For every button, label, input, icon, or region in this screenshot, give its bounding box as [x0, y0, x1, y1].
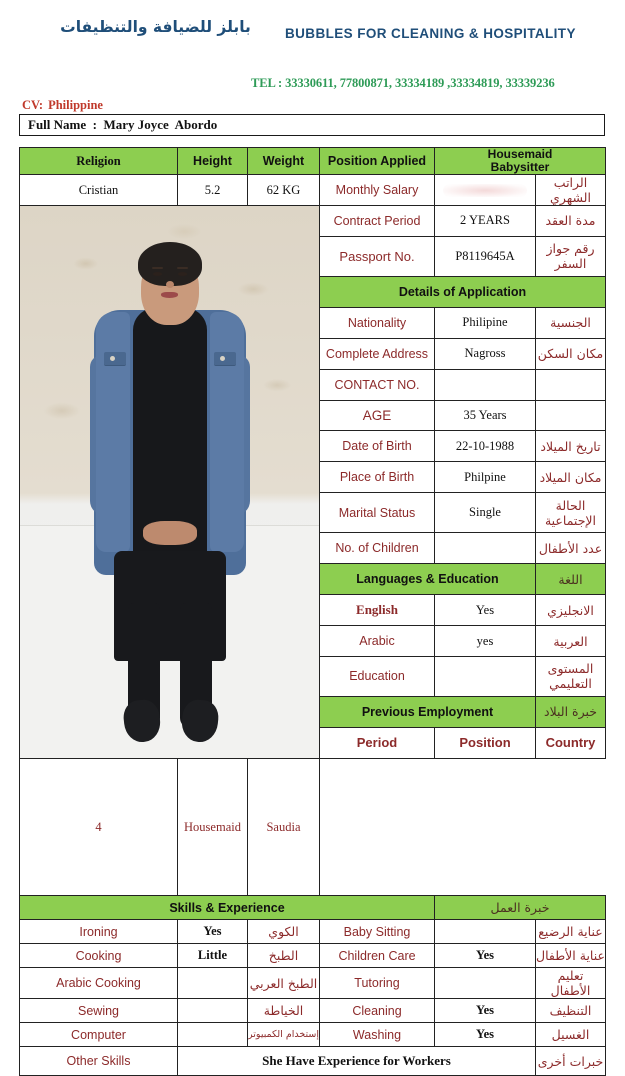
label-contract-period: Contract Period: [320, 206, 435, 237]
header-position-applied: Position Applied: [320, 148, 435, 175]
skill-arabic-cooking: الطبخ: [248, 944, 320, 968]
skill-arabic-sewing: الخياطة: [248, 999, 320, 1023]
position-value-line1: Housemaid: [487, 147, 553, 161]
header-religion: Religion: [20, 148, 178, 175]
skill-label-tutoring: Tutoring: [320, 968, 435, 999]
label-no-of-children: No. of Children: [320, 533, 435, 564]
skill-value-other: She Have Experience for Workers: [178, 1047, 536, 1076]
value-place-of-birth: Philpine: [435, 462, 536, 493]
value-position: Housemaid: [178, 759, 248, 896]
value-height: 5.2: [178, 175, 248, 206]
arabic-contract-period: مدة العقد: [536, 206, 606, 237]
photo-hair: [138, 242, 202, 286]
value-nationality: Philipine: [435, 307, 536, 338]
table-row-skill-cooking: [20, 944, 606, 968]
value-contact-no: [435, 369, 536, 400]
label-age: AGE: [320, 400, 435, 431]
arabic-age: [536, 400, 606, 431]
label-marital-status: Marital Status: [320, 493, 435, 533]
value-religion: Cristian: [20, 175, 178, 206]
skill-arabic-children-care: عناية الأطفال: [536, 944, 606, 968]
skill-value-arabic-cooking: [178, 968, 248, 999]
photo-pocket-left: [104, 352, 126, 366]
cv-sheet: [19, 147, 605, 1076]
photo-foot-right: [179, 698, 219, 744]
label-contact-no: CONTACT NO.: [320, 369, 435, 400]
skill-arabic-washing: الغسيل: [536, 1023, 606, 1047]
skill-label-washing: Washing: [320, 1023, 435, 1047]
value-passport-no: P8119645A: [435, 236, 536, 276]
skill-arabic-arabic-cooking: الطبخ العربي: [248, 968, 320, 999]
section-title-employment: Previous Employment: [320, 696, 536, 727]
photo-mouth: [161, 292, 178, 298]
skill-value-sewing: [178, 999, 248, 1023]
photo-foot-left: [121, 698, 161, 744]
skill-label-other: Other Skills: [20, 1047, 178, 1076]
value-contract-period: 2 YEARS: [435, 206, 536, 237]
value-complete-address: Nagross: [435, 338, 536, 369]
table-row-contract-period: [20, 206, 606, 237]
photo-pocket-right: [214, 352, 236, 366]
photo-frame: [20, 206, 319, 758]
photo-eye-right: [178, 272, 187, 276]
label-place-of-birth: Place of Birth: [320, 462, 435, 493]
label-date-of-birth: Date of Birth: [320, 431, 435, 462]
value-marital-status: Single: [435, 493, 536, 533]
document-header: [0, 0, 625, 92]
position-value-line2: Babysitter: [490, 160, 550, 174]
section-title-skills: Skills & Experience: [20, 896, 435, 920]
section-arabic-employment: خبرة البلاد: [536, 696, 606, 727]
section-arabic-skills: خبرة العمل: [435, 896, 606, 920]
skill-arabic-ironing: الكوي: [248, 920, 320, 944]
arabic-contact-no: [536, 369, 606, 400]
company-logo-arabic: بابلز للضيافة والتنظيفات: [60, 18, 251, 36]
company-name-english: BUBBLES FOR CLEANING & HOSPITALITY: [285, 26, 576, 41]
header-height: Height: [178, 148, 248, 175]
value-education: [435, 656, 536, 696]
table-row-skill-sewing: [20, 999, 606, 1023]
table-row-employment-entry: [20, 759, 606, 896]
skill-arabic-computer: إستخدام الكمبيوتر: [248, 1023, 320, 1047]
label-complete-address: Complete Address: [320, 338, 435, 369]
skill-arabic-tutoring: تعليم الأطفال: [536, 968, 606, 999]
skill-value-tutoring: [435, 968, 536, 999]
arabic-arabic: العربية: [536, 626, 606, 657]
table-row-skill-ironing: [20, 920, 606, 944]
skill-value-ironing: Yes: [178, 920, 248, 944]
section-title-details: Details of Application: [320, 276, 606, 307]
value-arabic: yes: [435, 626, 536, 657]
cv-key: CV:: [22, 98, 44, 112]
arabic-date-of-birth: تاريخ الميلاد: [536, 431, 606, 462]
label-arabic: Arabic: [320, 626, 435, 657]
arabic-english: الانجليزي: [536, 595, 606, 626]
skill-arabic-cleaning: التنظيف: [536, 999, 606, 1023]
photo-hands: [143, 521, 197, 545]
skill-value-cooking: Little: [178, 944, 248, 968]
skill-value-washing: Yes: [435, 1023, 536, 1047]
skill-value-cleaning: Yes: [435, 999, 536, 1023]
skill-value-children-care: Yes: [435, 944, 536, 968]
value-english: Yes: [435, 595, 536, 626]
photo-lapel-left: [96, 312, 130, 552]
skill-value-baby-sitting: [435, 920, 536, 944]
photo-person: [20, 206, 319, 758]
full-name-text: Full Name : Mary Joyce Abordo: [28, 117, 218, 132]
arabic-place-of-birth: مكان الميلاد: [536, 462, 606, 493]
skill-label-computer: Computer: [20, 1023, 178, 1047]
skill-label-sewing: Sewing: [20, 999, 178, 1023]
value-country: Saudia: [248, 759, 320, 896]
label-nationality: Nationality: [320, 307, 435, 338]
value-monthly-salary: [435, 175, 536, 206]
value-date-of-birth: 22-10-1988: [435, 431, 536, 462]
arabic-nationality: الجنسية: [536, 307, 606, 338]
skill-label-baby-sitting: Baby Sitting: [320, 920, 435, 944]
header-weight: Weight: [248, 148, 320, 175]
table-row-bio-headers: [20, 148, 606, 175]
full-name-box: [19, 114, 605, 136]
cv-nationality-label: [22, 98, 103, 113]
skill-label-cooking: Cooking: [20, 944, 178, 968]
arabic-complete-address: مكان السكن: [536, 338, 606, 369]
cv-value: Philippine: [48, 98, 103, 112]
table-row-skills-title: [20, 896, 606, 920]
position-applied-value: [435, 148, 606, 175]
value-period: 4: [20, 759, 178, 896]
label-education: Education: [320, 656, 435, 696]
label-english: English: [320, 595, 435, 626]
photo-button-right: [220, 356, 225, 361]
arabic-monthly-salary: الراتب الشهري: [536, 175, 606, 206]
photo-lapel-right: [210, 312, 244, 552]
value-age: 35 Years: [435, 400, 536, 431]
header-position: Position: [435, 727, 536, 758]
table-row-other-skills: [20, 1047, 606, 1076]
skill-label-children-care: Children Care: [320, 944, 435, 968]
photo-button-left: [110, 356, 115, 361]
skill-value-computer: [178, 1023, 248, 1047]
arabic-marital-status: الحالة الإجتماعية: [536, 493, 606, 533]
header-country: Country: [536, 727, 606, 758]
table-row-skill-arabic-cooking: [20, 968, 606, 999]
arabic-no-of-children: عدد الأطفال: [536, 533, 606, 564]
skill-label-ironing: Ironing: [20, 920, 178, 944]
photo-nose: [166, 281, 174, 288]
label-monthly-salary: Monthly Salary: [320, 175, 435, 206]
table-row-skill-computer: [20, 1023, 606, 1047]
applicant-photo: [20, 206, 320, 759]
label-passport-no: Passport No.: [320, 236, 435, 276]
section-title-languages: Languages & Education: [320, 564, 536, 595]
arabic-passport-no: رقم جواز السفر: [536, 236, 606, 276]
photo-brow-left: [152, 267, 163, 269]
cv-table: [19, 147, 606, 1076]
skill-arabic-other: خبرات أخرى: [536, 1047, 606, 1076]
skill-arabic-baby-sitting: عناية الرضيع: [536, 920, 606, 944]
skill-label-cleaning: Cleaning: [320, 999, 435, 1023]
skill-label-arabic-cooking: Arabic Cooking: [20, 968, 178, 999]
redaction-mark: [443, 184, 527, 197]
photo-eye-left: [153, 272, 162, 276]
photo-brow-right: [177, 267, 188, 269]
value-weight: 62 KG: [248, 175, 320, 206]
value-no-of-children: [435, 533, 536, 564]
table-row-bio-values: [20, 175, 606, 206]
arabic-education: المستوى التعليمي: [536, 656, 606, 696]
header-period: Period: [320, 727, 435, 758]
section-arabic-languages: اللغة: [536, 564, 606, 595]
telephone-line: TEL : 33330611, 77800871, 33334189 ,33334819, 33339236: [251, 76, 555, 90]
